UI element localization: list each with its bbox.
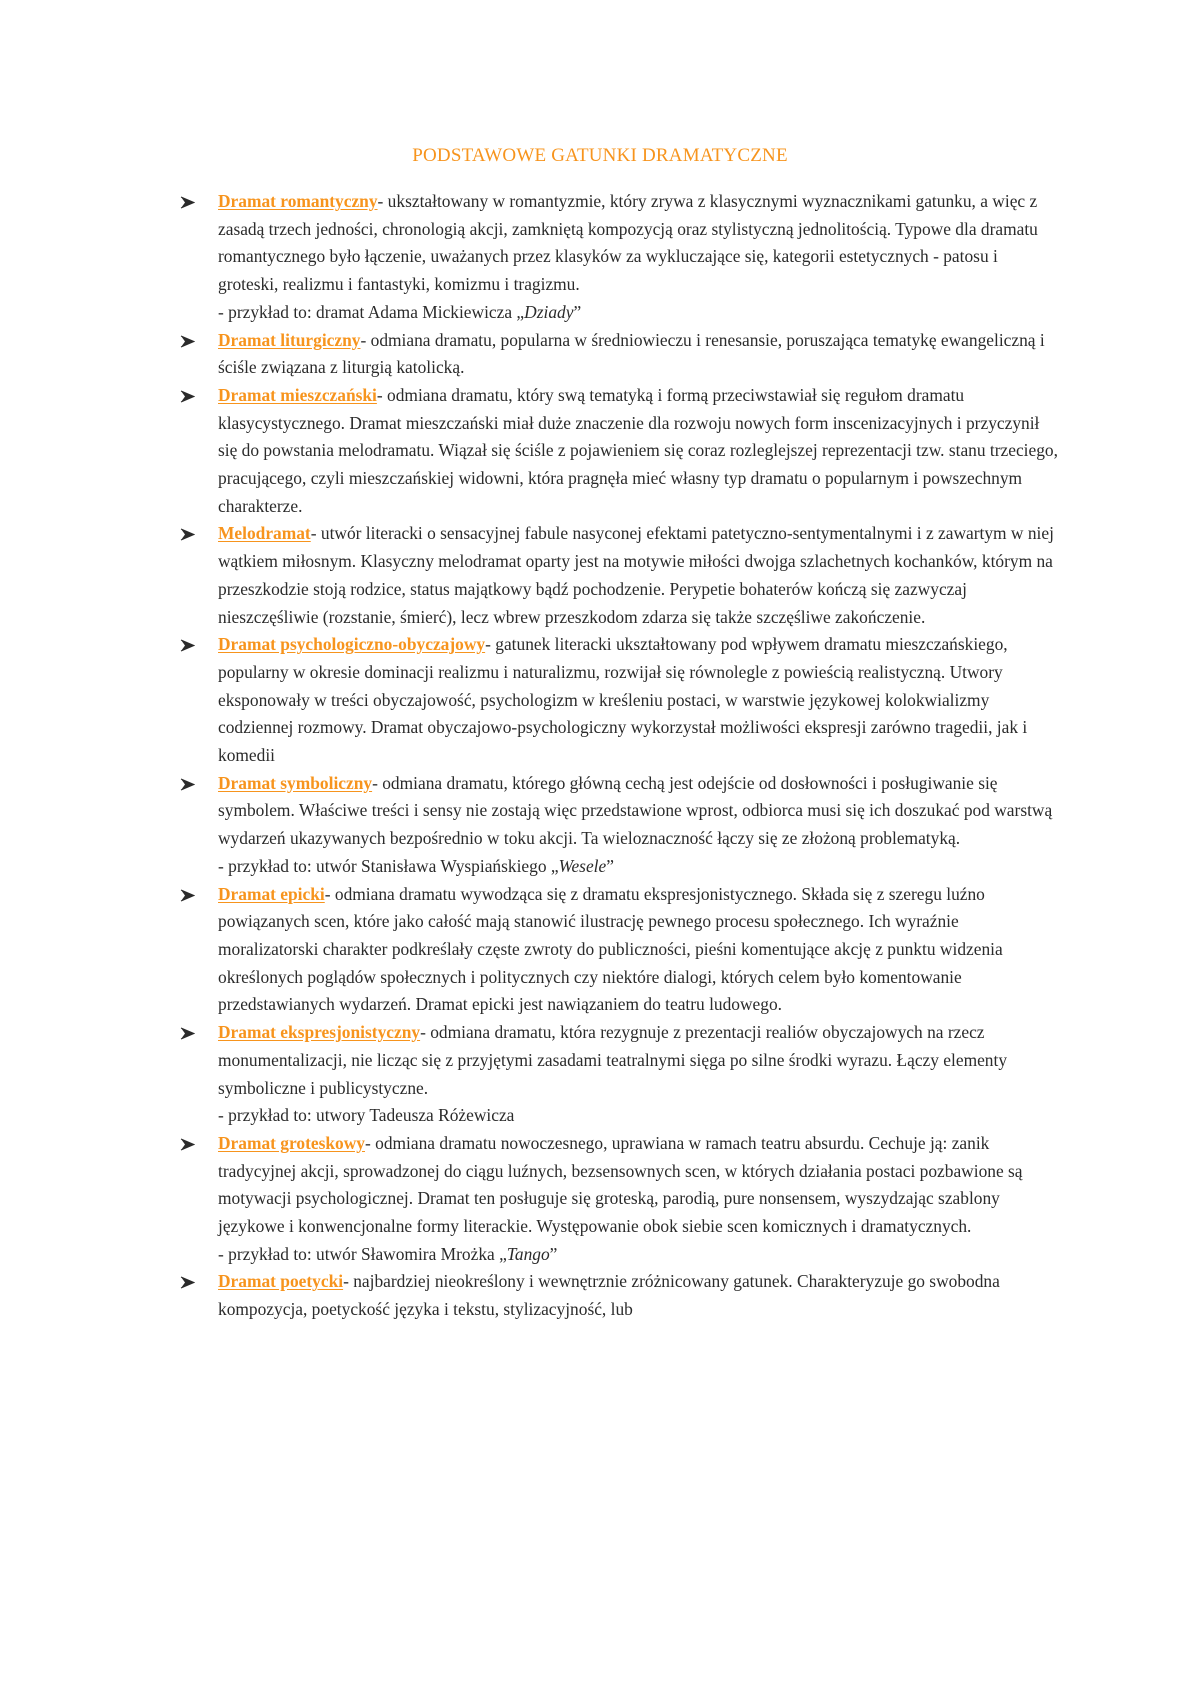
- genre-description: - gatunek literacki ukształtowany pod wpływem dramatu mieszczańskiego, popularny w okresie dominacji realizmu i naturalizmu, rozwijał się równolegle z powieścią realistyczną. Utwory eksponowały w treści obyczajowość, psychologizm w kreśleniu postaci, w warstwie językowej kolokwializmy codziennej rozmowy. Dramat obyczajowo-psychologiczny wykorzystał możliwości ekspresji zarówno tragedii, jak i komedii: [218, 634, 1028, 766]
- arrowhead-bullet-icon: [180, 528, 195, 541]
- genre-description: - odmiana dramatu, którego główną cechą jest odejście od dosłowności i posługiwanie się symbolem. Właściwe treści i sensy nie zostają więc przedstawione wprost, odbiorca musi się ich doszukać pod warstwą wydarzeń ukazywanych bezpośrednio w toku akcji. Ta wieloznaczność łączy się ze złożoną problematyką.: [218, 772, 1053, 849]
- list-item: [180, 881, 1060, 1020]
- genre-example: [218, 299, 1060, 327]
- arrowhead-bullet-icon: [180, 196, 195, 209]
- genre-term: Dramat liturgiczny: [218, 329, 361, 350]
- example-prefix: - przykład to: utwór Stanisława Wyspiańskiego „: [218, 855, 559, 876]
- genre-term: Dramat groteskowy: [218, 1132, 365, 1153]
- genre-example: [218, 853, 1060, 881]
- arrowhead-bullet-icon: [180, 1027, 195, 1040]
- arrowhead-bullet-icon: [180, 1138, 195, 1151]
- example-suffix: ”: [573, 301, 582, 322]
- genre-example: [218, 1241, 1060, 1269]
- list-item: [180, 1268, 1060, 1323]
- genre-description: - utwór literacki o sensacyjnej fabule nasyconej efektami patetyczno-sentymentalnymi i z zawartym w niej wątkiem miłosnym. Klasyczny melodramat oparty jest na motywie miłości dwojga szlachetnych kochanków, którym na przeszkodzie stoją rodzice, status majątkowy bądź pochodzenie. Perypetie bohaterów kończą się zazwyczaj nieszczęśliwie (rozstanie, śmierć), lecz wbrew przeszkodom zdarza się także szczęśliwe zakończenie.: [218, 523, 1054, 627]
- genre-term: Dramat epicki: [218, 883, 325, 904]
- genre-description: - odmiana dramatu, popularna w średniowieczu i renesansie, poruszająca tematykę ewangeliczną i ściśle związana z liturgią katolicką.: [218, 329, 1045, 378]
- genre-description: - odmiana dramatu nowoczesnego, uprawiana w ramach teatru absurdu. Cechuje ją: zanik tradycyjnej akcji, sprowadzonej do ciągu luźnych, bezsensownych scen, w których działania postaci pozbawione są motywacji psychologicznej. Dramat ten posługuje się groteską, parodią, pure nonsensem, wyszydzając szablony językowe i konwencjonalne formy literackie. Występowanie obok siebie scen komicznych i dramatycznych.: [218, 1132, 1023, 1237]
- genre-term: Dramat mieszczański: [218, 384, 377, 405]
- example-suffix: ”: [549, 1243, 558, 1264]
- example-title: Wesele: [558, 855, 607, 876]
- genre-term: Dramat symboliczny: [218, 772, 373, 793]
- list-item: [180, 1019, 1060, 1130]
- list-item: [180, 1130, 1060, 1269]
- arrowhead-bullet-icon: [180, 889, 195, 902]
- arrowhead-bullet-icon: [180, 639, 195, 652]
- genre-term: Dramat romantyczny: [218, 191, 378, 211]
- list-item: [180, 382, 1060, 521]
- genre-term: Melodramat: [218, 523, 311, 544]
- list-item: [180, 188, 1060, 327]
- list-item: [180, 770, 1060, 881]
- list-item: [180, 520, 1060, 631]
- example-prefix: - przykład to: utwory Tadeusza Różewicza: [218, 1105, 515, 1126]
- list-item: [180, 327, 1060, 382]
- example-prefix: - przykład to: utwór Sławomira Mrożka „: [218, 1243, 507, 1264]
- genre-term: Dramat psychologiczno-obyczajowy: [218, 634, 486, 655]
- genre-description: - ukształtowany w romantyzmie, który zrywa z klasycznymi wyznacznikami gatunku, a więc z zasadą trzech jedności, chronologią akcji, zamkniętą kompozycją oraz stylistyczną jednolitością. Typowe dla dramatu romantycznego było łączenie, uważanych przez klasyków za wykluczające się, kategorii estetycznych - patosu i groteski, realizmu i fantastyki, komizmu i tragizmu.: [218, 191, 1038, 295]
- genre-term: Dramat ekspresjonistyczny: [218, 1022, 421, 1043]
- document-title: PODSTAWOWE GATUNKI DRAMATYCZNE: [412, 145, 788, 166]
- genre-description: - odmiana dramatu, która rezygnuje z prezentacji realiów obyczajowych na rzecz monumentalizacji, nie licząc się z przyjętymi zasadami teatralnymi sięga po silne środki wyrazu. Łączy elementy symboliczne i publicystyczne.: [218, 1022, 1008, 1098]
- genre-term: Dramat poetycki: [218, 1271, 344, 1292]
- example-title: Dziady: [524, 301, 574, 322]
- genre-list: [180, 188, 1060, 1324]
- arrowhead-bullet-icon: [180, 390, 195, 403]
- arrowhead-bullet-icon: [180, 1276, 195, 1289]
- example-title: Tango: [506, 1243, 550, 1264]
- genre-example: [218, 1102, 1060, 1130]
- example-prefix: - przykład to: dramat Adama Mickiewicza „: [218, 301, 525, 322]
- example-suffix: ”: [606, 855, 614, 876]
- list-item: [180, 631, 1060, 770]
- arrowhead-bullet-icon: [180, 335, 195, 348]
- genre-description: - najbardziej nieokreślony i wewnętrznie zróżnicowany gatunek. Charakteryzuje go swobodna kompozycja, poetyckość języka i tekstu, stylizacyjność, lub: [218, 1271, 1000, 1320]
- genre-description: - odmiana dramatu wywodząca się z dramatu ekspresjonistycznego. Składa się z szeregu luźno powiązanych scen, które jako całość mają stanowić ilustrację pewnego procesu społecznego. Ich wyraźnie moralizatorski charakter podkreślały częste zwroty do publiczności, pieśni komentujące akcję z punktu widzenia określonych poglądów społecznych i politycznych czy niektóre dialogi, których celem było komentowanie przedstawianych wydarzeń. Dramat epicki jest nawiązaniem do teatru ludowego.: [218, 883, 1003, 1015]
- genre-description: - odmiana dramatu, który swą tematyką i formą przeciwstawiał się regułom dramatu klasycystycznego. Dramat mieszczański miał duże znaczenie dla rozwoju nowych form inscenizacyjnych i przyczynił się do powstania melodramatu. Wiązał się ściśle z pojawieniem się coraz rozleglejszej reprezentacji tzw. stanu trzeciego, pracującego, czyli mieszczańskiej widowni, która pragnęła mieć własny typ dramatu o popularnym i powszechnym charakterze.: [218, 384, 1058, 516]
- arrowhead-bullet-icon: [180, 778, 195, 791]
